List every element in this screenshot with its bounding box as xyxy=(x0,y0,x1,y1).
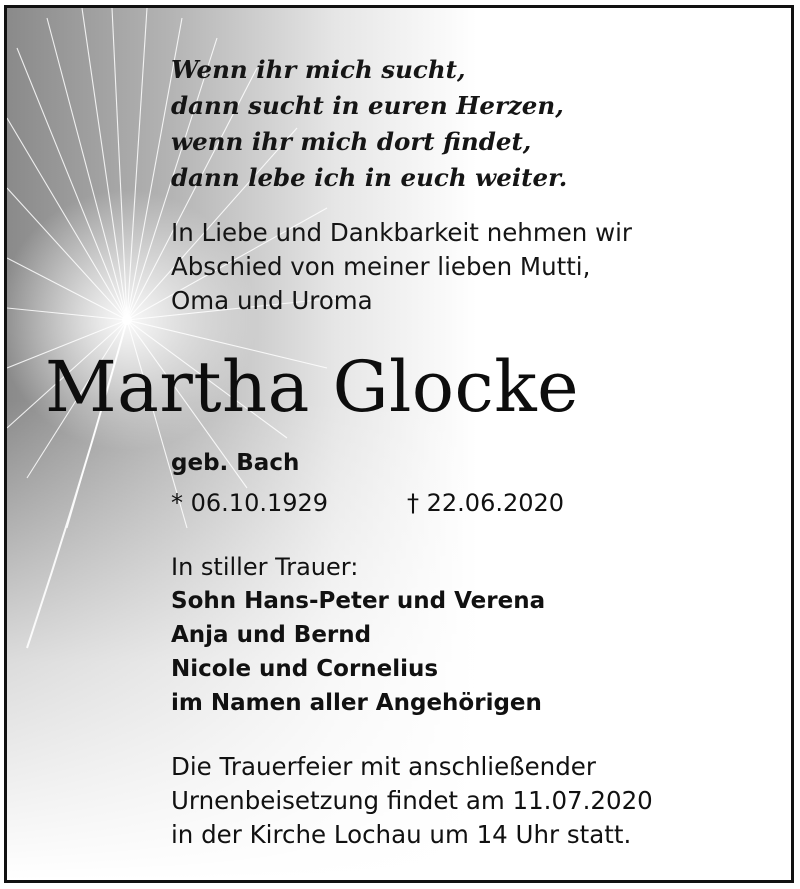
ceremony-notice xyxy=(171,750,653,852)
ceremony-line: Die Trauerfeier mit anschließender xyxy=(171,752,596,781)
mourning-heading: In stiller Trauer: xyxy=(171,553,359,581)
poem-line: dann sucht in euren Herzen, xyxy=(171,91,564,120)
intro-line: In Liebe und Dankbarkeit nehmen wir xyxy=(171,218,633,247)
death-date: † 22.06.2020 xyxy=(407,489,565,517)
intro-line: Oma und Uroma xyxy=(171,286,373,315)
poem xyxy=(171,52,567,196)
intro-text xyxy=(171,216,632,318)
mourners-block xyxy=(171,550,545,720)
intro-line: Abschied von meiner lieben Mutti, xyxy=(171,252,591,281)
obituary-card xyxy=(4,5,794,883)
deceased-name: Martha Glocke xyxy=(45,346,580,428)
poem-line: wenn ihr mich dort findet, xyxy=(171,127,532,156)
ceremony-line: Urnenbeisetzung findet am 11.07.2020 xyxy=(171,786,653,815)
poem-line: dann lebe ich in euch weiter. xyxy=(171,163,568,192)
mourner-line: im Namen aller Angehörigen xyxy=(171,690,542,716)
life-dates xyxy=(171,486,565,520)
poem-line: Wenn ihr mich sucht, xyxy=(171,55,466,84)
mourner-line: Nicole und Cornelius xyxy=(171,656,439,682)
mourner-line: Sohn Hans-Peter und Verena xyxy=(171,588,546,614)
maiden-name: geb. Bach xyxy=(171,450,300,476)
mourner-line: Anja und Bernd xyxy=(171,622,372,648)
ceremony-line: in der Kirche Lochau um 14 Uhr statt. xyxy=(171,820,632,849)
birth-date: * 06.10.1929 xyxy=(171,489,329,517)
